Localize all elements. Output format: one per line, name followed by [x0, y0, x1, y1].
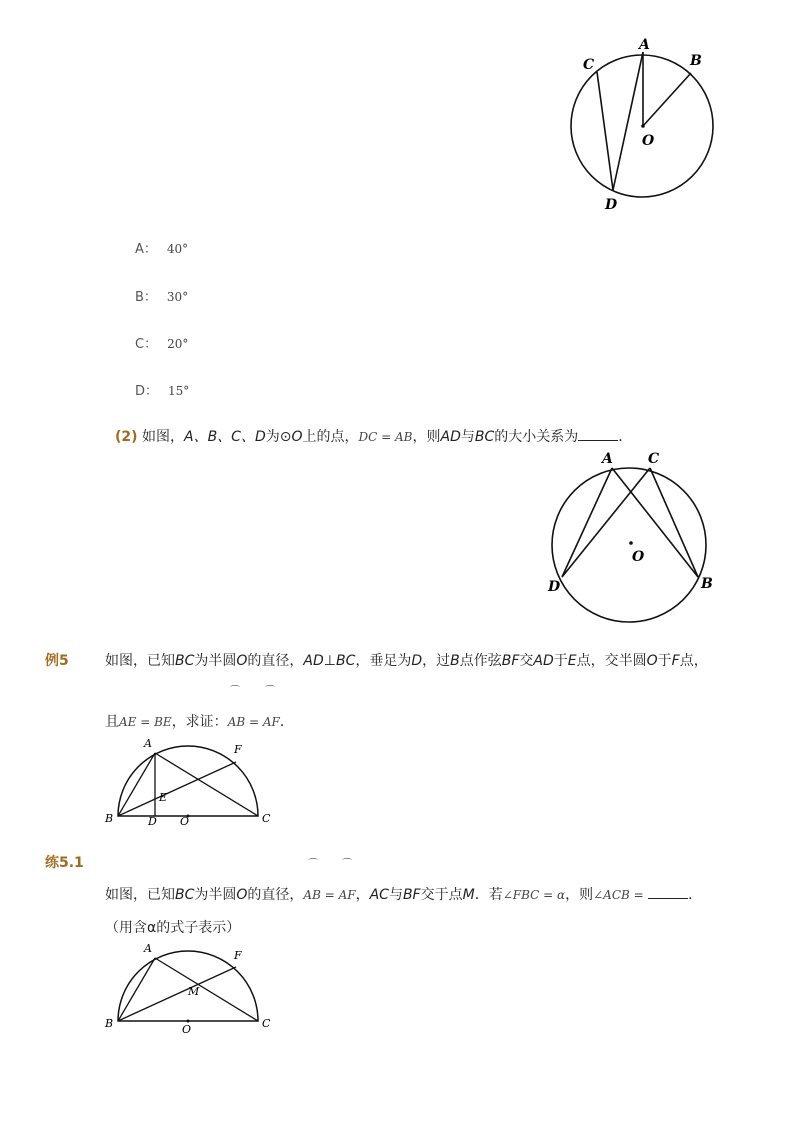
- label-a: A: [144, 737, 152, 750]
- label-f: F: [234, 743, 242, 756]
- text-fragment: 交于点: [420, 887, 463, 903]
- text-fragment: ．: [688, 887, 703, 903]
- text-fragment: ，垂足为: [355, 653, 412, 669]
- practice-5-1-line-2: （用含α的式子表示）: [105, 920, 241, 936]
- option-value: 40°: [166, 242, 189, 256]
- question-2: [115, 426, 632, 446]
- arc-mark: ⌒: [342, 859, 352, 870]
- text: ．: [618, 429, 633, 445]
- option-letter: A：: [135, 242, 157, 257]
- text-fragment: 且: [105, 714, 119, 730]
- text-fragment: M: [462, 887, 475, 903]
- label-o: O: [182, 1023, 192, 1036]
- text-fragment: 与: [388, 887, 403, 903]
- option-value: 20°: [167, 337, 189, 351]
- label-d: D: [605, 197, 618, 213]
- condition: DC = AB: [358, 430, 413, 444]
- text: 与: [460, 429, 475, 445]
- arc-mark: ⌒: [265, 686, 275, 697]
- label-e: E: [159, 791, 168, 804]
- segment-bc: BC: [474, 429, 495, 445]
- text-fragment: O: [236, 653, 248, 669]
- text-fragment: O: [236, 887, 248, 903]
- label-o: O: [642, 133, 655, 149]
- text-fragment: AC: [369, 887, 389, 903]
- option-value: 30°: [166, 290, 189, 304]
- segment-ab: [118, 958, 155, 1021]
- label-c: C: [648, 451, 660, 467]
- label-a: A: [602, 451, 613, 467]
- segment-cb: [650, 468, 698, 577]
- text-fragment: 点，: [679, 653, 708, 669]
- text-fragment: 点，交半圆: [576, 653, 647, 669]
- label-a: A: [639, 37, 650, 53]
- segment-ad: AD: [440, 429, 461, 445]
- question-number: (2): [115, 429, 138, 445]
- center-o: O: [291, 429, 303, 445]
- segment-ac: [155, 753, 258, 816]
- text-fragment: ，则: [565, 887, 594, 903]
- option-letter: D：: [135, 384, 159, 399]
- text-fragment: 如图，已知: [105, 887, 175, 903]
- text-fragment: BF: [402, 887, 421, 903]
- text-fragment: BF: [501, 653, 520, 669]
- label-o: O: [180, 815, 190, 828]
- text-fragment: AD⊥BC: [303, 653, 356, 669]
- text: 如图，: [142, 429, 184, 445]
- label-o: O: [632, 549, 645, 565]
- text-fragment: 的直径，: [247, 887, 304, 903]
- circle-figure-2: [540, 445, 725, 625]
- semicircle-figure-pr51: [100, 937, 280, 1037]
- segment-cd: [597, 72, 613, 190]
- segment-ad: [562, 468, 612, 577]
- segment-ab: [118, 753, 155, 816]
- text-fragment: F: [671, 653, 680, 669]
- text-fragment: B: [450, 653, 460, 669]
- text-fragment: ，求证：: [171, 714, 228, 730]
- segment-ob: [643, 73, 691, 126]
- text-fragment: E: [567, 653, 577, 669]
- answer-blank[interactable]: [648, 888, 688, 899]
- label-c: C: [583, 57, 595, 73]
- text: ，则: [412, 429, 441, 445]
- label-m: M: [188, 985, 200, 998]
- text: 为⊙: [265, 429, 292, 445]
- label-d: D: [548, 579, 561, 595]
- text-fragment: 点作弦: [459, 653, 502, 669]
- text-fragment: 交: [519, 653, 534, 669]
- center-point: [641, 124, 645, 128]
- text-fragment: 于: [553, 653, 568, 669]
- condition: AB = AF: [303, 888, 356, 902]
- label-a: A: [144, 942, 152, 955]
- option-d[interactable]: [135, 380, 189, 399]
- text-fragment: ．若: [474, 887, 503, 903]
- segment-ac: [155, 958, 258, 1021]
- segment-ab: [612, 468, 698, 577]
- text-fragment: ，过: [422, 653, 451, 669]
- points: A、B、C、D: [184, 429, 266, 445]
- option-letter: C：: [135, 337, 158, 352]
- option-letter: B：: [135, 290, 157, 305]
- arc-mark: ⌒: [308, 859, 318, 870]
- center-point: [629, 541, 633, 545]
- text-fragment: 于: [657, 653, 672, 669]
- text-fragment: O: [646, 653, 658, 669]
- label-f: F: [234, 949, 242, 962]
- text-fragment: 为半圆: [194, 653, 237, 669]
- text-fragment: ，: [355, 887, 370, 903]
- example-5-line-2: [105, 711, 294, 731]
- practice-5-1-label: 练5.1: [45, 855, 84, 871]
- example-5-label: 例5: [45, 653, 69, 669]
- circle: [552, 468, 706, 622]
- label-c: C: [262, 812, 271, 825]
- arc-mark: ⌒: [230, 686, 240, 697]
- option-value: 15°: [168, 384, 190, 398]
- example-5-line-1: [105, 650, 708, 670]
- label-b: B: [701, 576, 713, 592]
- proof-goal: AB = AF: [227, 715, 280, 729]
- label-b: B: [105, 1017, 114, 1030]
- label-d: D: [148, 815, 157, 828]
- label-b: B: [690, 53, 702, 69]
- practice-5-1-line-1: [105, 884, 702, 904]
- angle-given: ∠FBC = α: [502, 888, 566, 902]
- label-c: C: [262, 1017, 271, 1030]
- text-fragment: 如图，已知: [105, 653, 175, 669]
- text-fragment: BC: [175, 653, 195, 669]
- text: 上的点，: [302, 429, 359, 445]
- option-c[interactable]: [135, 333, 188, 352]
- text: 的大小关系为: [494, 429, 579, 445]
- text-fragment: 为半圆: [194, 887, 237, 903]
- label-b: B: [105, 812, 114, 825]
- answer-blank[interactable]: [578, 430, 618, 441]
- angle-asked: ∠ACB =: [593, 888, 644, 902]
- option-b[interactable]: [135, 286, 188, 305]
- condition: AE = BE: [119, 715, 172, 729]
- circle-figure-1: [555, 35, 730, 220]
- text-fragment: 的直径，: [247, 653, 304, 669]
- text-fragment: D: [411, 653, 423, 669]
- option-a[interactable]: [135, 238, 188, 257]
- text-fragment: ．: [279, 714, 294, 730]
- text-fragment: BC: [175, 887, 195, 903]
- semicircle-figure-ex5: [100, 732, 280, 832]
- text-fragment: AD: [533, 653, 554, 669]
- segment-ad: [613, 52, 643, 190]
